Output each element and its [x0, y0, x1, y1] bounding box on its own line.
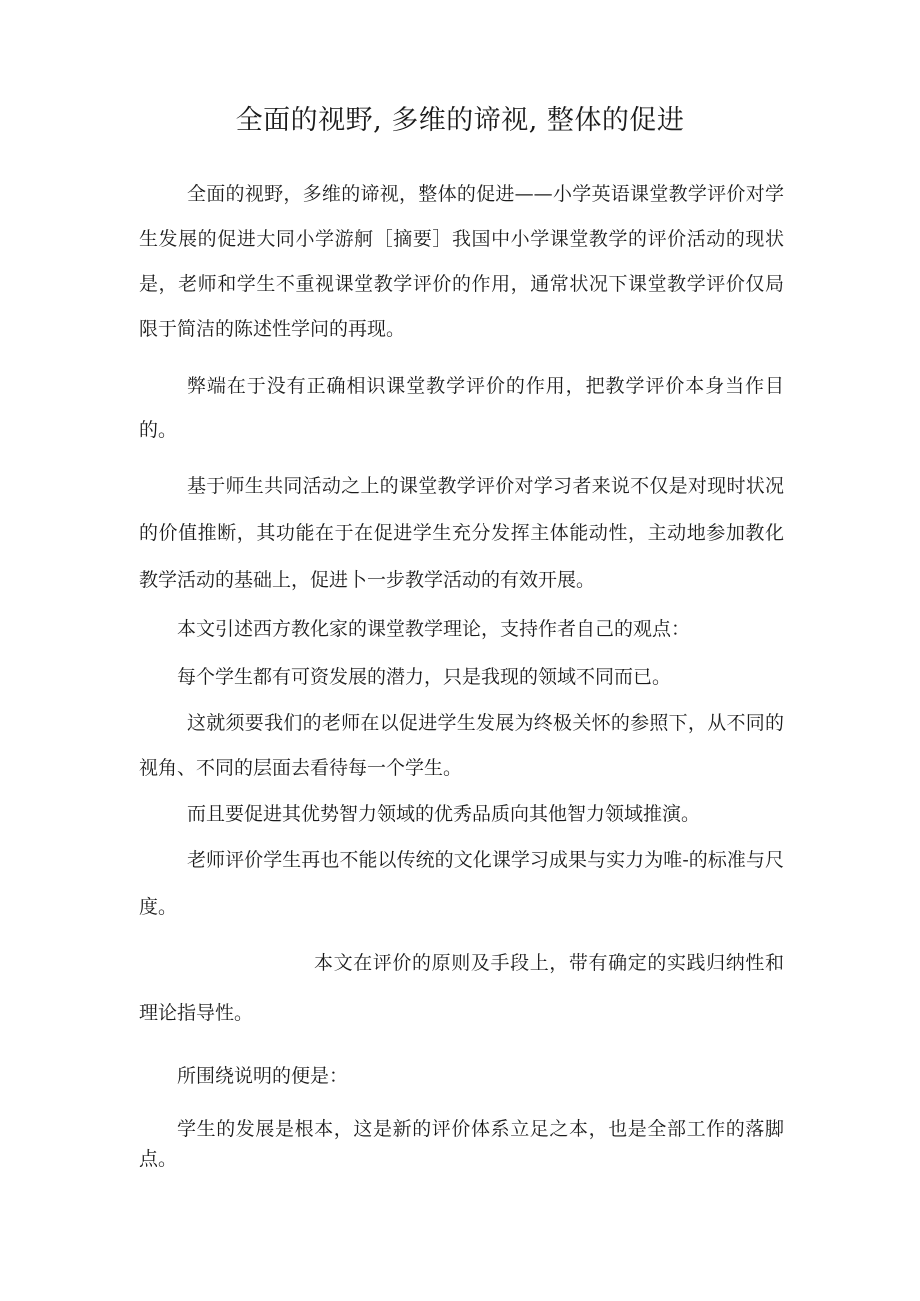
paragraph-evaluation-standard: 老师评价学生再也不能以传统的文化课学习成果与实力为唯-的标准与尺度。	[139, 849, 784, 918]
document-title: 全面的视野, 多维的谛视, 整体的促进	[235, 105, 685, 136]
paragraph-teacher-perspective: 这就须要我们的老师在以促进学生发展为终极关怀的参照下，从不同的视角、不同的层面去看待每一个学生。	[139, 712, 784, 779]
document-body	[139, 172, 784, 1174]
paragraph-western-theory: 本文引述西方教化家的课堂教学理论，支持作者自己的观点：	[177, 618, 691, 640]
paragraph-evaluation-function: 基于师生共同活动之上的课堂教学评价对学习者来说不仅是对现时状况的价值推断，其功能在于在促进学生充分发挥主体能动性，主动地参加教化教学活动的基础上，促进卜一步教学活动的有效开展。	[139, 475, 784, 591]
paragraph-focus: 所围绕说明的便是：	[177, 1065, 349, 1087]
paragraph-student-potential: 每个学生都有可资发展的潜力，只是我现的领域不同而已。	[177, 666, 672, 688]
paragraph-conclusion: 学生的发展是根本，这是新的评价体系立足之本，也是全部工作的落脚点。	[139, 1118, 784, 1170]
paragraph-principles: 本文在评价的原则及手段上，带有确定的实践归纳性和理论指导性。	[139, 952, 784, 1024]
paragraph-drawback: 弊端在于没有正确相识课堂教学评价的作用，把教学评价本身当作目的。	[139, 375, 784, 441]
paragraph-abstract: 全面的视野，多维的谛视，整体的促进——小学英语课堂教学评价对学生发展的促进大同小学游舸［摘要］我国中小学课堂教学的评价活动的现状是，老师和学生不重视课堂教学评价的作用，通常状况下课堂教学评价仅局限于简洁的陈述性学问的再现。	[139, 183, 784, 340]
paragraph-intelligence-domains: 而且要促进其优势智力领域的优秀品质向其他智力领域推演。	[187, 803, 701, 825]
